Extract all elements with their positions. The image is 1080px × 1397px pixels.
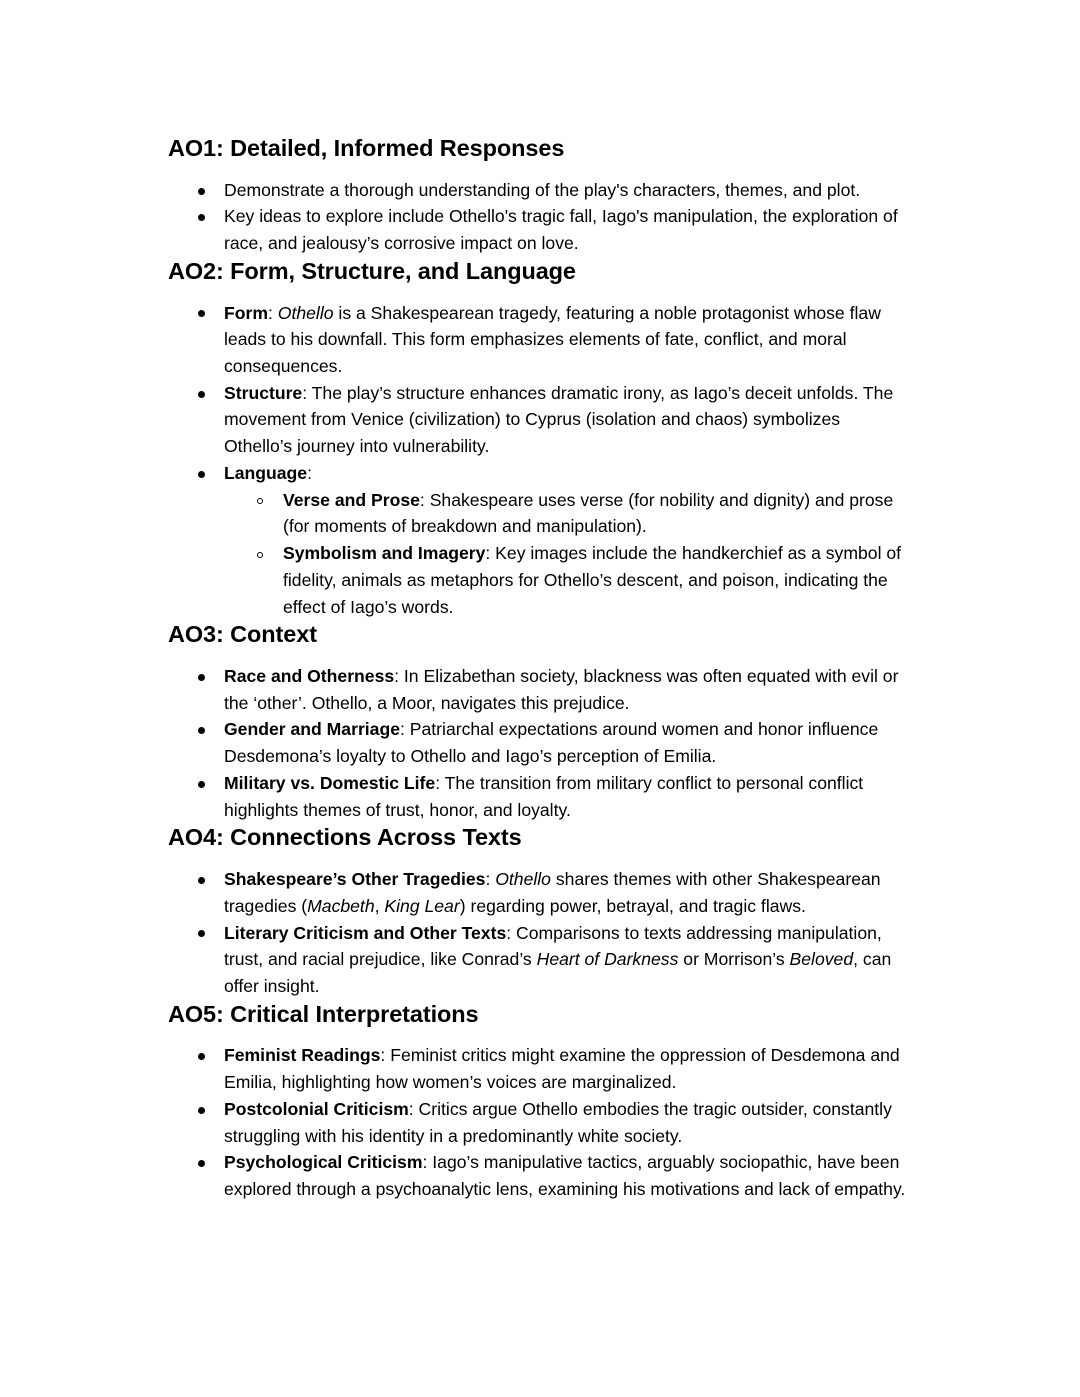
list-item	[168, 1149, 908, 1202]
bullet-list-ao4	[168, 866, 908, 1000]
list-item-text	[224, 923, 891, 996]
list-item	[168, 460, 908, 620]
list-item-text	[224, 303, 881, 376]
list-item-text	[224, 463, 312, 483]
run-text: :	[307, 462, 312, 483]
run-italic: Othello	[495, 869, 551, 890]
sub-list-item-text	[283, 490, 893, 537]
run-bold: Psychological Criticism	[224, 1152, 423, 1173]
document-body	[168, 134, 908, 1203]
sub-list-item	[224, 487, 908, 540]
list-item	[168, 866, 908, 919]
run-text: : Comparisons to texts addressing manipulation, trust, and racial prejudice, like Conrad’s	[224, 922, 882, 970]
list-item-text	[224, 206, 898, 253]
bullet-ring-icon	[257, 498, 263, 504]
section-ao5	[168, 1000, 908, 1203]
section-heading-ao2: AO2: Form, Structure, and Language	[168, 257, 576, 284]
list-item-text	[224, 666, 898, 713]
section-ao2	[168, 257, 908, 620]
run-bold: Literary Criticism and Other Texts	[224, 922, 507, 943]
run-text: : Key images include the handkerchief as a symbol of fidelity, animals as metaphors for Othello’s descent, and poison, indicating the effect of Iago’s words.	[283, 543, 902, 617]
run-text: : In Elizabethan society, blackness was often equated with evil or the ‘other’. Othello, a Moor, navigates this prejudice.	[224, 665, 899, 713]
list-item-text	[224, 1099, 892, 1146]
section-ao3	[168, 620, 908, 823]
bullet-dot-icon	[198, 727, 205, 734]
run-text: : Iago’s manipulative tactics, arguably sociopathic, have been explored through a psychoanalytic lens, examining his motivations and lack of empathy.	[224, 1152, 906, 1200]
bullet-list-ao1	[168, 177, 908, 257]
run-text: :	[267, 302, 278, 323]
run-italic: Beloved	[789, 949, 854, 970]
run-text: shares themes with other Shakespearean tragedies (	[224, 869, 881, 916]
run-bold: Feminist Readings	[224, 1045, 381, 1066]
sub-list-item-text	[283, 543, 901, 616]
run-bold: Language	[224, 462, 308, 483]
run-italic: Heart of Darkness	[536, 949, 679, 970]
section-heading-ao4: AO4: Connections Across Texts	[168, 824, 522, 851]
list-item-text	[224, 1045, 900, 1092]
run-bold: Shakespeare’s Other Tragedies	[224, 869, 486, 890]
run-text: Demonstrate a thorough understanding of the play's characters, themes, and plot.	[224, 179, 861, 200]
bullet-dot-icon	[198, 471, 205, 478]
list-item	[168, 203, 908, 256]
run-bold: Structure	[224, 382, 303, 403]
run-text: :	[485, 869, 496, 890]
run-bold: Verse and Prose	[283, 489, 420, 510]
run-text: Key ideas to explore include Othello's tragic fall, Iago's manipulation, the exploration of race, and jealousy’s corrosive impact on love.	[224, 206, 898, 254]
list-item-text	[224, 719, 878, 766]
list-item	[168, 920, 908, 1000]
run-bold: Postcolonial Criticism	[224, 1098, 409, 1119]
run-bold: Gender and Marriage	[224, 719, 400, 740]
bullet-list-ao3	[168, 663, 908, 823]
run-text: : Patriarchal expectations around women and honor influence Desdemona’s loyalty to Othello and Iago’s perception of Emilia.	[224, 719, 879, 767]
list-item	[168, 770, 908, 823]
run-bold: Military vs. Domestic Life	[224, 772, 436, 793]
run-text: ,	[374, 895, 385, 916]
bullet-dot-icon	[198, 1160, 205, 1167]
bullet-dot-icon	[198, 391, 205, 398]
list-item	[168, 716, 908, 769]
run-text: : Shakespeare uses verse (for nobility and dignity) and prose (for moments of breakdown and manipulation).	[283, 489, 894, 537]
run-text: , can offer insight.	[224, 949, 892, 996]
sub-list-item	[224, 540, 908, 620]
bullet-dot-icon	[198, 877, 205, 884]
run-text: : The play’s structure enhances dramatic irony, as Iago’s deceit unfolds. The movement from Venice (civilization) to Cyprus (isolation and chaos) symbolizes Othello’s journey into vulnerability.	[224, 382, 894, 457]
list-item	[168, 1096, 908, 1149]
list-item	[168, 1042, 908, 1095]
list-item	[168, 177, 908, 204]
bullet-dot-icon	[198, 674, 205, 681]
section-ao4	[168, 823, 908, 999]
run-italic: Othello	[277, 302, 334, 323]
run-bold: Form	[224, 302, 268, 323]
section-heading-ao5: AO5: Critical Interpretations	[168, 1000, 479, 1027]
run-text: is a Shakespearean tragedy, featuring a noble protagonist whose flaw leads to his downfall. This form emphasizes elements of fate, conflict, and moral consequences.	[224, 302, 881, 376]
section-heading-ao3: AO3: Context	[168, 621, 317, 648]
list-item	[168, 380, 908, 460]
section-heading-ao1: AO1: Detailed, Informed Responses	[168, 135, 565, 161]
run-text: : Critics argue Othello embodies the tragic outsider, constantly struggling with his identity in a predominantly white society.	[224, 1098, 892, 1146]
bullet-dot-icon	[198, 930, 205, 937]
bullet-ring-icon	[257, 552, 263, 558]
bullet-dot-icon	[198, 214, 205, 221]
bullet-dot-icon	[198, 310, 205, 317]
run-italic: Macbeth	[307, 895, 375, 916]
bullet-dot-icon	[198, 188, 205, 195]
bullet-dot-icon	[198, 1053, 205, 1060]
list-item	[168, 663, 908, 716]
sub-bullet-list	[224, 487, 908, 621]
run-text: or Morrison’s	[678, 949, 790, 970]
run-text: : Feminist critics might examine the oppression of Desdemona and Emilia, highlighting how women’s voices are marginalized.	[224, 1045, 900, 1093]
bullet-dot-icon	[198, 781, 205, 788]
run-bold: Race and Otherness	[224, 665, 395, 686]
bullet-list-ao5	[168, 1042, 908, 1202]
run-text: : The transition from military conflict to personal conflict highlights themes of trust, honor, and loyalty.	[224, 772, 864, 820]
run-bold: Symbolism and Imagery	[283, 543, 486, 564]
run-text: ) regarding power, betrayal, and tragic flaws.	[459, 895, 806, 916]
list-item-text	[224, 1152, 905, 1199]
list-item	[168, 300, 908, 380]
bullet-dot-icon	[198, 1107, 205, 1114]
list-item-text	[224, 773, 863, 820]
section-ao1	[168, 134, 908, 257]
list-item-text	[224, 869, 881, 916]
list-item-text	[224, 180, 860, 200]
list-item-text	[224, 383, 893, 456]
run-italic: King Lear	[384, 895, 460, 916]
bullet-list-ao2	[168, 300, 908, 621]
